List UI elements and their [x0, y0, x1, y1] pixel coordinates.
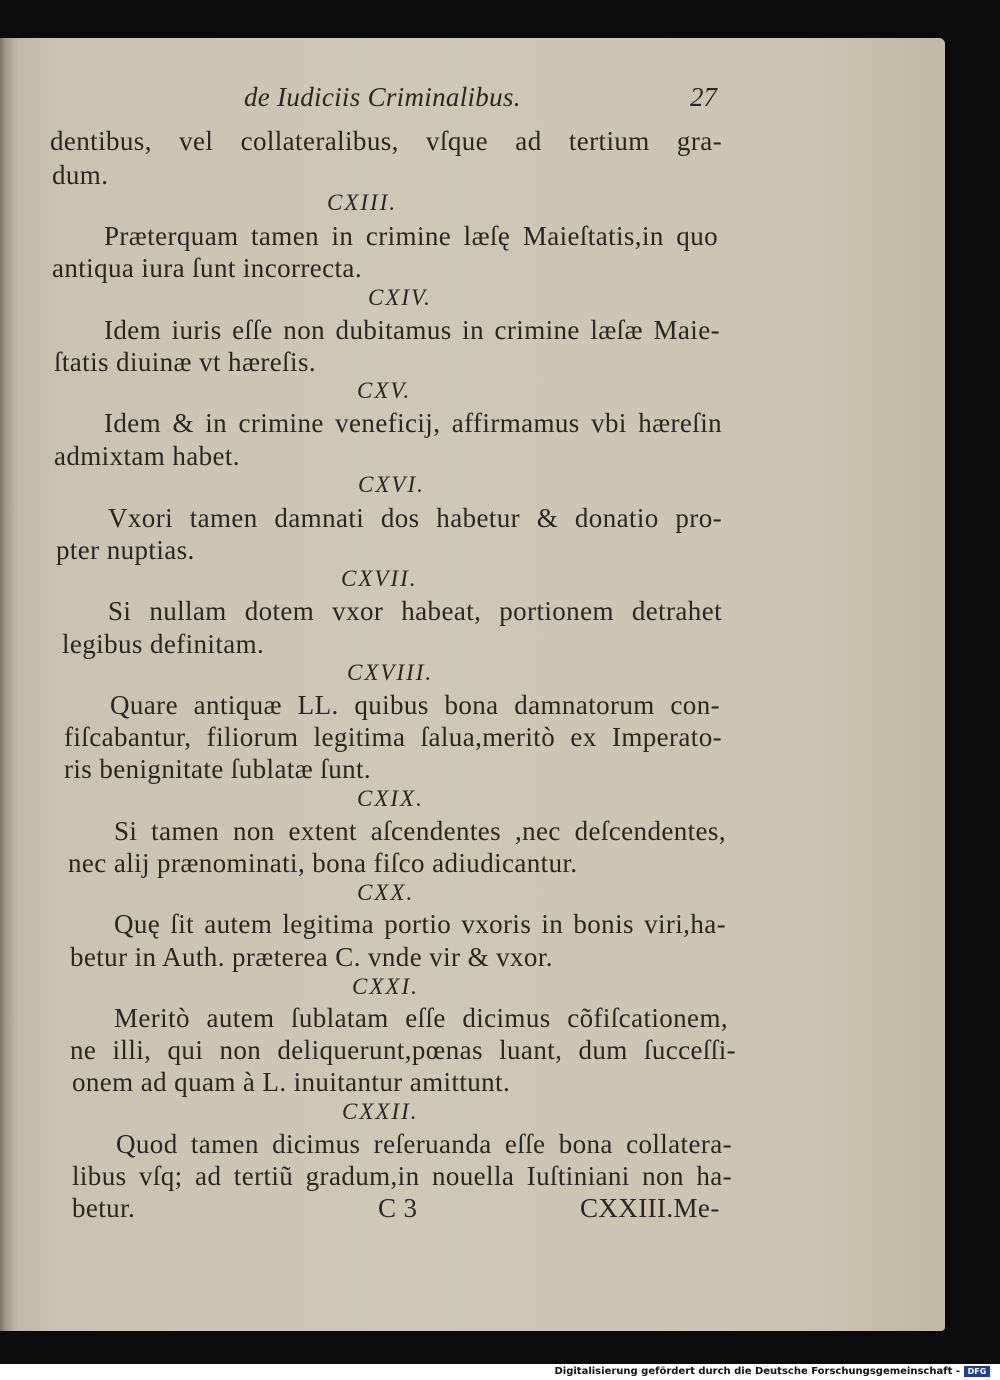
signature-mark: C 3 [378, 1193, 418, 1223]
text-line: Si nullam dotem vxor habeat, portionem detrahet [108, 596, 722, 626]
text-line: onem ad quam à L. inuitantur amittunt. [72, 1067, 511, 1097]
text-line: antiqua iura ſunt incorrecta. [52, 253, 362, 283]
section-number: CXVII. [341, 566, 418, 591]
text-line: legibus definitam. [62, 629, 265, 659]
text-line: betur. [72, 1193, 136, 1223]
section-number: CXVI. [358, 472, 425, 497]
section-number: CXIII. [327, 190, 398, 215]
section-number: CXVIII. [347, 660, 434, 685]
text-line: nec alij prænominati, bona fiſco adiudicantur. [68, 848, 578, 878]
text-line: dum. [52, 160, 109, 190]
text-line: admixtam habet. [54, 441, 240, 471]
section-number: CXV. [357, 378, 412, 403]
text-line: ſtatis diuinæ vt hæreſis. [54, 347, 317, 377]
text-line: ne illi, qui non deliquerunt,pœnas luant, dum ſucceſſi- [70, 1035, 736, 1065]
text-line: dentibus, vel collateralibus, vſque ad tertium gra- [50, 126, 722, 156]
catchword: CXXIII.Me- [580, 1193, 720, 1223]
text-line: Quare antiquæ LL. quibus bona damnatorum con- [110, 690, 720, 720]
text-line: Præterquam tamen in crimine læſę Maieſtatis,in quo [104, 221, 718, 251]
section-number: CXXI. [352, 974, 419, 999]
running-head: de Iudiciis Criminalibus. [244, 82, 521, 112]
text-line: Quod tamen dicimus reſeruanda eſſe bona collatera- [116, 1129, 732, 1159]
text-line: Quę ſit autem legitima portio vxoris in bonis viri,ha- [114, 909, 726, 939]
text-line: Meritò autem ſublatam eſſe dicimus cõfiſcationem, [114, 1003, 728, 1033]
funding-credit: Digitalisierung gefördert durch die Deutsche Forschungsgemeinschaft - [554, 1366, 960, 1377]
page-number: 27 [690, 82, 717, 112]
text-line: Vxori tamen damnati dos habetur & donatio pro- [108, 503, 722, 533]
text-line: pter nuptias. [56, 535, 195, 565]
dfg-logo: DFG [964, 1366, 990, 1377]
section-number: CXXII. [342, 1099, 419, 1124]
text-line: Si tamen non extent aſcendentes ,nec deſcendentes, [114, 816, 726, 846]
section-number: CXX. [357, 880, 415, 905]
section-number: CXIX. [357, 786, 424, 811]
section-number: CXIV. [368, 285, 432, 310]
text-line: Idem iuris eſſe non dubitamus in crimine læſæ Maie- [104, 315, 720, 345]
text-line: betur in Auth. præterea C. vnde vir & vxor. [70, 942, 553, 972]
text-line: ris benignitate ſublatæ ſunt. [64, 754, 372, 784]
text-line: libus vſq; ad tertiũ gradum,in nouella Iuſtiniani non ha- [72, 1161, 732, 1191]
book-page [0, 38, 945, 1331]
text-line: fiſcabantur, filiorum legitima ſalua,meritò ex Imperato- [64, 722, 722, 752]
text-line: Idem & in crimine veneficij, affirmamus vbi hæreſin [104, 408, 722, 438]
page-content [0, 38, 945, 1331]
